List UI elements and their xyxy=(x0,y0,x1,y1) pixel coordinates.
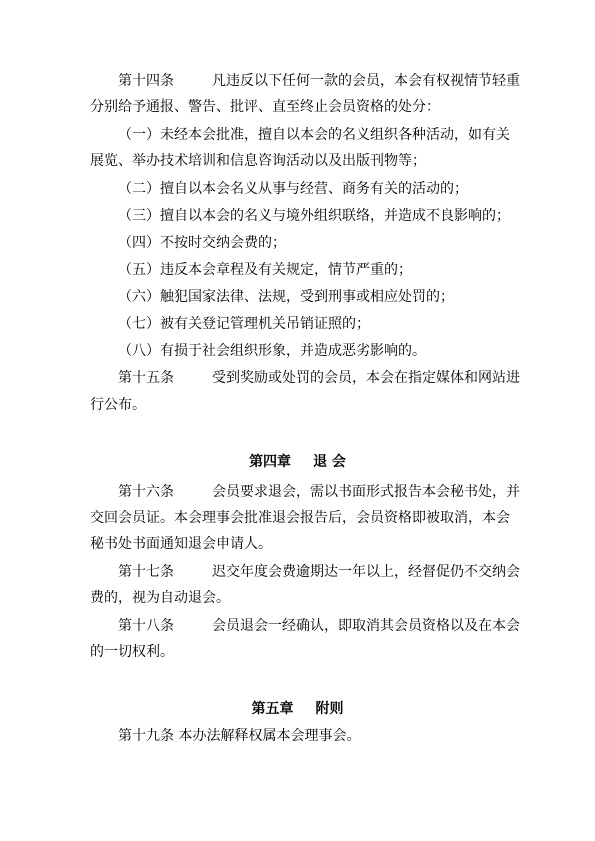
article-18-text: 会员退会一经确认，即取消其会员资格以及在本会 xyxy=(212,618,520,634)
article-14-text: 凡违反以下任何一款的会员，本会有权视情节轻重 xyxy=(212,73,520,89)
article-14-line-1 xyxy=(118,72,520,90)
chapter-4-title: 退 会 xyxy=(313,454,346,470)
article-18-line-2: 的一切权利。 xyxy=(90,644,174,660)
article-14-label: 第十四条 xyxy=(118,73,174,89)
article-16-line-1 xyxy=(118,483,520,501)
chapter-5-title: 附则 xyxy=(315,701,344,717)
article-14-item-3: （三）擅自以本会的名义与境外组织联络，并造成不良影响的； xyxy=(118,208,510,224)
article-16-line-3: 秘书处书面通知退会申请人。 xyxy=(90,536,272,552)
article-18-label: 第十八条 xyxy=(118,618,174,634)
chapter-4-heading xyxy=(0,453,595,471)
article-14-line-2: 分别给予通报、警告、批评、直至终止会员资格的处分： xyxy=(90,99,440,115)
article-15-label: 第十五条 xyxy=(118,370,174,386)
article-15-line-1 xyxy=(118,369,520,387)
article-14-item-8: （八）有损于社会组织形象，并造成恶劣影响的。 xyxy=(118,343,426,359)
article-15-text: 受到奖励或处罚的会员，本会在指定媒体和网站进 xyxy=(212,370,520,386)
chapter-5-number: 第五章 xyxy=(251,701,294,717)
article-14-item-5: （五）违反本会章程及有关规定，情节严重的； xyxy=(118,262,412,278)
article-14-item-1: （一）未经本会批准，擅自以本会的名义组织各种活动，如有关 xyxy=(118,127,510,143)
article-14-item-7: （七）被有关登记管理机关吊销证照的； xyxy=(118,316,370,332)
chapter-5-heading xyxy=(0,700,595,718)
article-17-text: 迟交年度会费逾期达一年以上，经督促仍不交纳会 xyxy=(212,564,520,580)
article-14-item-1-cont: 展览、举办技术培训和信息咨询活动以及出版刊物等； xyxy=(90,153,426,169)
article-18-line-1 xyxy=(118,617,520,635)
article-17-line-1 xyxy=(118,563,520,581)
article-16-line-2: 交回会员证。本会理事会批准退会报告后，会员资格即被取消，本会 xyxy=(90,510,510,526)
article-17-line-2: 费的，视为自动退会。 xyxy=(90,590,230,606)
article-14-item-4: （四）不按时交纳会费的； xyxy=(118,235,286,251)
article-19-line: 第十九条 本办法解释权属本会理事会。 xyxy=(118,728,361,744)
article-16-text: 会员要求退会，需以书面形式报告本会秘书处，并 xyxy=(212,484,520,500)
article-16-label: 第十六条 xyxy=(118,484,174,500)
article-14-item-2: （二）擅自以本会名义从事与经营、商务有关的活动的； xyxy=(118,181,468,197)
article-15-line-2: 行公布。 xyxy=(90,397,146,413)
article-17-label: 第十七条 xyxy=(118,564,174,580)
chapter-4-number: 第四章 xyxy=(249,454,292,470)
article-14-item-6: （六）触犯国家法律、法规，受到刑事或相应处罚的； xyxy=(118,289,454,305)
